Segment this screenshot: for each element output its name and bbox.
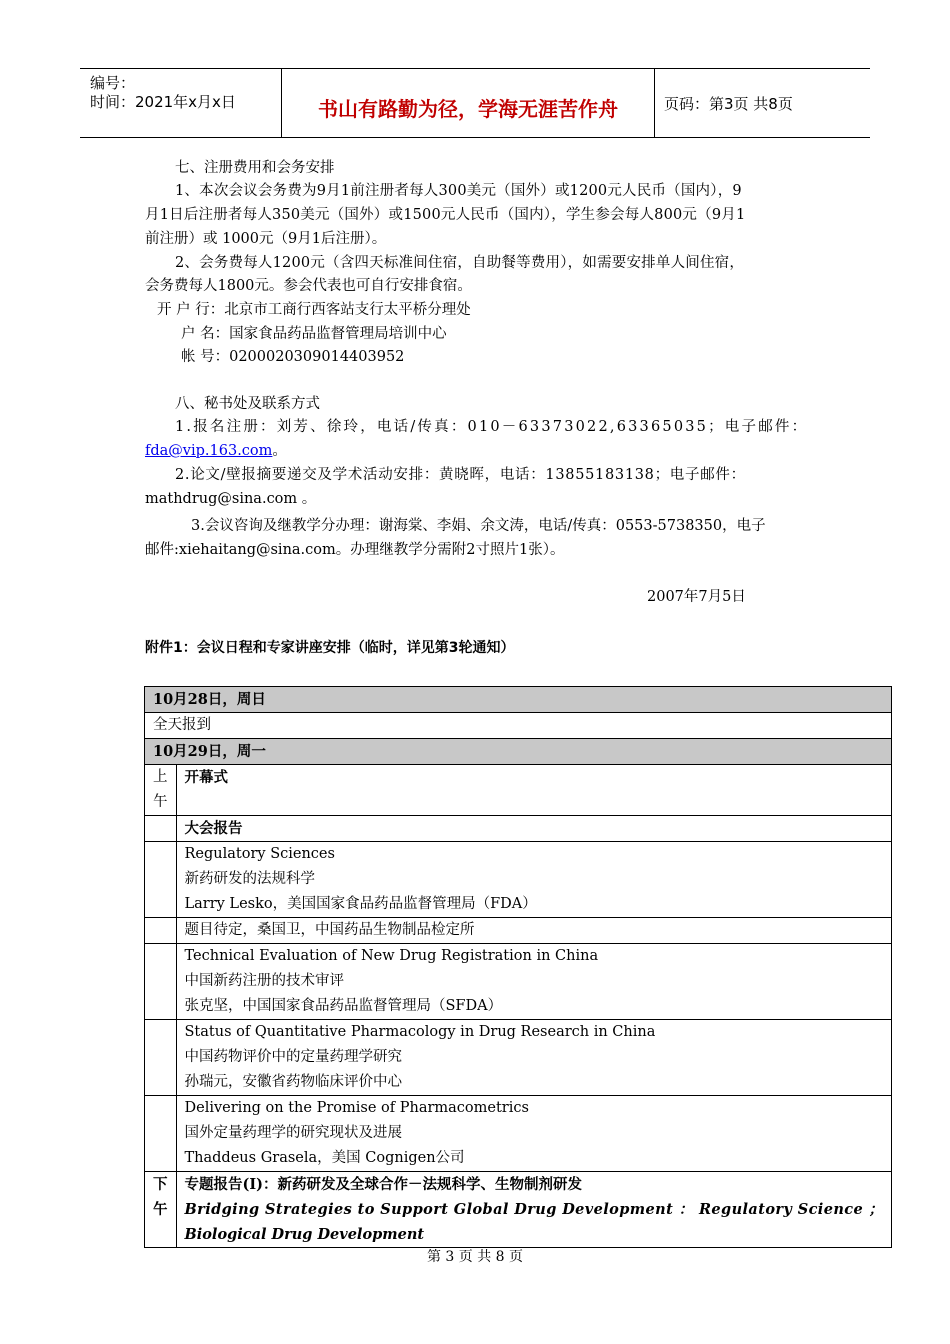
email-link[interactable]: fda@vip.163.com: [145, 443, 273, 459]
talk-cell: 题目待定，桑国卫，中国药品生物制品检定所: [176, 918, 892, 944]
talk-title-cn: 国外定量药理学的研究现状及进展: [184, 1125, 402, 1141]
session-title: 专题报告(I)：新药研发及全球合作－法规科学、生物制剂研发: [184, 1176, 583, 1193]
page-footer: 第 3 页 共 8 页: [426, 1249, 524, 1265]
talk-title-cn: 中国药物评价中的定量药理学研究: [184, 1049, 402, 1065]
talk-title-en: Technical Evaluation of New Drug Registration in China: [184, 948, 599, 964]
table-row: [145, 816, 892, 842]
header-divider: [654, 69, 655, 137]
talk-speaker: 张克坚，中国国家食品药品监督管理局（SFDA）: [184, 998, 503, 1014]
session-label: 下午: [145, 1172, 177, 1248]
paragraph-line: 前注册）或 1000元（9月1后注册）。: [145, 231, 387, 247]
bank-line: 开 户 行：北京市工商行西客站支行太平桥分理处: [157, 302, 471, 318]
number-label: 编号：: [90, 74, 136, 92]
talk-cell: [176, 842, 892, 918]
talk-cell: [176, 1172, 892, 1248]
talk-cell: [176, 1096, 892, 1172]
header-page-number: 页码：第3页 共8页: [664, 95, 793, 113]
talk-title-en: Regulatory Sciences: [184, 846, 335, 862]
table-cell: [145, 944, 177, 1020]
talk-cell: [176, 1020, 892, 1096]
document-date: 2007年7月5日: [647, 589, 746, 605]
table-row: [145, 944, 892, 1020]
table-cell: [145, 1096, 177, 1172]
table-cell: [145, 1020, 177, 1096]
table-row: [145, 713, 892, 739]
session-title-en: Bridging Strategies to Support Global Drug Development ： Regulatory Science ；: [184, 1201, 884, 1218]
schedule-table: [144, 686, 892, 1248]
section-title: 七、注册费用和会务安排: [175, 160, 335, 176]
contact-line: 邮件:xiehaitang@sina.com。办理继教学分需附2寸照片1张）。: [145, 542, 565, 558]
session-label: 上午: [145, 765, 177, 816]
talk-speaker: Larry Lesko，美国国家食品药品监督管理局（FDA）: [184, 896, 537, 912]
section-title: 八、秘书处及联系方式: [175, 396, 320, 412]
day-header: 10月28日，周日: [145, 687, 892, 713]
day-header: 10月29日，周一: [145, 739, 892, 765]
contact-line: mathdrug@sina.com 。: [145, 491, 317, 507]
talk-title-cn: 中国新药注册的技术审评: [184, 973, 344, 989]
session-title-en: Biological Drug Development: [184, 1226, 425, 1243]
table-row: [145, 765, 892, 816]
table-cell: 开幕式: [176, 765, 892, 816]
table-row: [145, 1020, 892, 1096]
account-number-line: 帐 号：0200020309014403952: [181, 349, 405, 365]
talk-cell: [176, 944, 892, 1020]
table-cell: [145, 918, 177, 944]
contact-line: 3.会议咨询及继教学分办理：谢海棠、李娟、余文涛，电话/传真：0553-5738350，电子: [191, 518, 766, 534]
header-meta: [80, 69, 280, 137]
paragraph-line: 会务费每人1800元。参会代表也可自行安排食宿。: [145, 278, 472, 294]
table-cell: 大会报告: [176, 816, 892, 842]
table-cell: [145, 842, 177, 918]
contact-line: 1.报名注册：刘芳、徐玲，电话/传真：010－63373022,63365035；电子邮件：: [175, 419, 809, 435]
talk-speaker: Thaddeus Grasela，美国 Cognigen公司: [184, 1150, 465, 1166]
table-cell: 全天报到: [145, 713, 892, 739]
table-row: [145, 687, 892, 713]
table-cell: [145, 816, 177, 842]
contact-line: [145, 440, 287, 464]
table-row: [145, 1096, 892, 1172]
talk-title-en: Delivering on the Promise of Pharmacometrics: [184, 1100, 529, 1116]
paragraph-line: 月1日后注册者每人350美元（国外）或1500元人民币（国内），学生参会每人800元（9月1: [145, 207, 746, 223]
account-name-line: 户 名：国家食品药品监督管理局培训中心: [181, 326, 447, 342]
contact-line: 2.论文/壁报摘要递交及学术活动安排：黄晓晖，电话：13855183138；电子邮件：: [175, 467, 746, 483]
talk-title-en: Status of Quantitative Pharmacology in Drug Research in China: [184, 1024, 656, 1040]
time-label: 时间：2021年x月x日: [90, 93, 236, 111]
table-row: [145, 918, 892, 944]
table-row: [145, 739, 892, 765]
header-motto: 书山有路勤为径，学海无涯苦作舟: [318, 97, 618, 121]
talk-title-cn: 新药研发的法规科学: [184, 871, 315, 887]
table-row: [145, 1172, 892, 1248]
punctuation: 。: [272, 443, 287, 459]
paragraph-line: 2、会务费每人1200元（含四天标准间住宿，自助餐等费用），如需要安排单人间住宿，: [175, 255, 745, 271]
paragraph-line: 1、本次会议会务费为9月1前注册者每人300美元（国外）或1200元人民币（国内），9: [175, 183, 742, 199]
talk-speaker: 孙瑞元，安徽省药物临床评价中心: [184, 1074, 402, 1090]
attachment-title: 附件1：会议日程和专家讲座安排（临时，详见第3轮通知）: [145, 640, 515, 656]
table-row: [145, 842, 892, 918]
page-header: [80, 68, 870, 138]
